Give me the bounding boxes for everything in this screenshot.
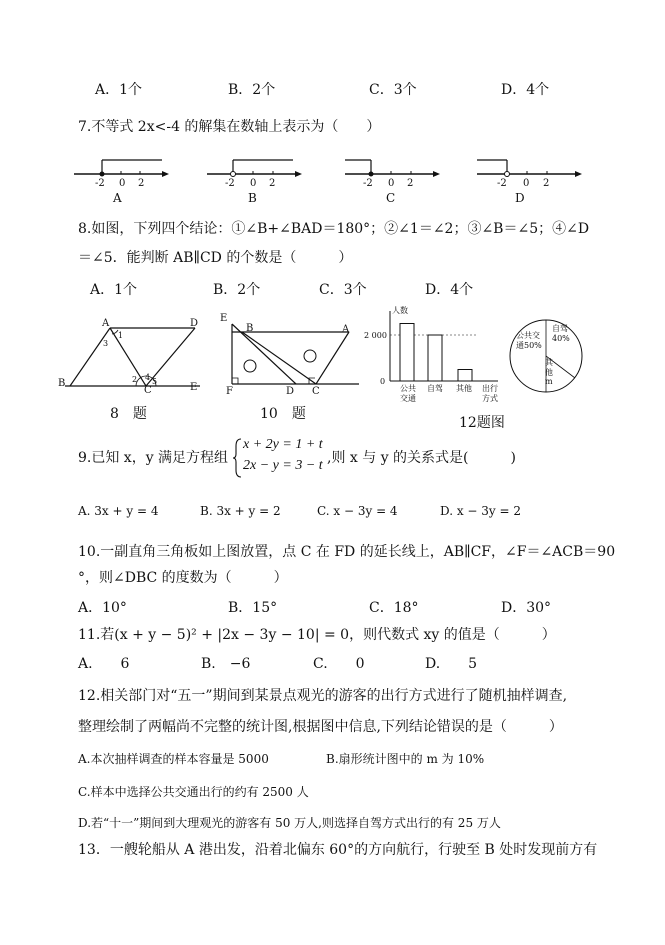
q6-option-c: C．3个 xyxy=(369,82,417,98)
fig10-point-e: E xyxy=(220,313,228,324)
q9-equation-1: x + 2y = 1 + t xyxy=(243,437,323,452)
q13-line1: 13．一艘轮船从 A 港出发，沿着北偏东 60°的方向航行，行驶至 B 处时发现前方有 xyxy=(78,842,598,858)
q7-stem: 7.不等式 2x<-4 的解集在数轴上表示为（ ） xyxy=(78,119,381,135)
bar-category-drive: 自驾 xyxy=(427,384,443,393)
bar-transit xyxy=(400,324,414,382)
q11-option-c: C. 0 xyxy=(313,656,365,672)
fig8-point-c: C xyxy=(144,385,152,396)
bar-x-axis-label: 出行 方式 xyxy=(482,384,498,403)
q9-system-brace xyxy=(233,438,243,478)
q7-number-line-d xyxy=(475,150,585,190)
q10-option-b: B．15° xyxy=(228,600,278,616)
q7-label-c: C xyxy=(386,191,396,205)
q12-line1: 12.相关部门对“五一”期间到某景点观光的游客的出行方式进行了随机抽样调查, xyxy=(78,688,568,704)
fig10-point-f: F xyxy=(226,386,233,397)
q7-b-tick-1: -2 xyxy=(225,178,235,189)
q7-d-tick-2: 0 xyxy=(523,178,530,189)
fig10-point-a: A xyxy=(342,324,350,335)
fig10-point-c: C xyxy=(312,386,320,397)
q10-option-a: A．10° xyxy=(78,600,127,616)
q12-option-d: D.若“十一”期间到大理观光的游客有 50 万人,则选择自驾方式出行的有 25 万人 xyxy=(78,816,501,830)
fig10-point-b: B xyxy=(246,323,254,334)
fig12-caption: 12题图 xyxy=(459,415,505,431)
q7-label-b: B xyxy=(248,191,257,205)
bar-origin: 0 xyxy=(380,377,386,386)
fig8-angle-5: 5 xyxy=(152,377,158,386)
q8-option-b: B．2个 xyxy=(213,282,261,298)
fig8-caption: 8 题 xyxy=(110,406,147,422)
q8-line1: 8.如图，下列四个结论：①∠B+∠BAD＝180°；②∠1＝∠2；③∠B＝∠5；④∠D xyxy=(78,221,590,237)
q11-option-b: B. −6 xyxy=(201,656,251,672)
q12-option-c: C.样本中选择公共交通出行的约有 2500 人 xyxy=(78,785,309,799)
fig8-point-a: A xyxy=(102,318,110,329)
pie-label-transit: 公共交通50% xyxy=(516,331,542,350)
q7-d-tick-1: -2 xyxy=(497,178,507,189)
q7-b-tick-2: 0 xyxy=(250,178,257,189)
q8-line2: ＝∠5．能判断 AB∥CD 的个数是（ ） xyxy=(78,250,353,266)
q11-stem: 11.若(x + y − 5)² + |2x − 3y − 10| = 0，则代数式 xy 的值是（ ） xyxy=(78,627,556,643)
q7-b-tick-3: 2 xyxy=(269,178,276,189)
q12-option-b: B.扇形统计图中的 m 为 10% xyxy=(326,752,485,766)
q10-line2: °，则∠DBC 的度数为（ ） xyxy=(78,570,288,586)
q7-a-tick-2: 0 xyxy=(119,178,126,189)
fig8-point-b: B xyxy=(58,378,66,389)
fig10-caption: 10 题 xyxy=(260,406,306,422)
q7-a-tick-3: 2 xyxy=(138,178,145,189)
q7-c-tick-1: -2 xyxy=(363,178,373,189)
q9-option-d: D. x − 3y = 2 xyxy=(440,504,522,518)
q6-option-a: A．1个 xyxy=(95,82,143,98)
q7-c-tick-2: 0 xyxy=(388,178,395,189)
q9-prefix: 9.已知 x，y 满足方程组 xyxy=(78,450,229,466)
fig8-angle-2: 2 xyxy=(132,375,138,384)
q8-option-a: A．1个 xyxy=(90,282,138,298)
bar-y-label: 人数 xyxy=(392,306,408,315)
q10-line1: 10.一副直角三角板如上图放置，点 C 在 FD 的延长线上，AB∥CF，∠F＝∠ACB＝90 xyxy=(78,544,616,560)
fig8-angle-3: 3 xyxy=(103,339,109,348)
fig8-point-e: E xyxy=(190,382,198,393)
q8-option-c: C．3个 xyxy=(319,282,367,298)
q8-option-d: D．4个 xyxy=(425,282,474,298)
q9-option-b: B. 3x + y = 2 xyxy=(200,504,281,518)
q7-c-tick-3: 2 xyxy=(407,178,414,189)
q12-line2: 整理绘制了两幅尚不完整的统计图,根据图中信息,下列结论错误的是（ ） xyxy=(78,719,563,735)
fig8-angle-1: 1 xyxy=(118,331,124,340)
q7-a-tick-1: -2 xyxy=(95,178,105,189)
q7-label-d: D xyxy=(515,191,525,205)
fig10-point-d: D xyxy=(286,386,295,397)
fig8-angle-4: 4 xyxy=(145,373,151,382)
q11-option-d: D. 5 xyxy=(425,656,478,672)
q9-option-c: C. x − 3y = 4 xyxy=(317,504,398,518)
q11-option-a: A. 6 xyxy=(78,656,130,672)
bar-drive xyxy=(428,335,442,381)
bar-category-other: 其他 xyxy=(456,384,472,393)
q10-option-d: D．30° xyxy=(501,600,552,616)
pie-label-other: 其他m xyxy=(545,358,553,387)
bar-category-transit: 公共 交通 xyxy=(400,384,416,403)
pie-label-drive: 自驾40% xyxy=(552,324,570,343)
q7-d-tick-3: 2 xyxy=(543,178,550,189)
q9-suffix: ,则 x 与 y 的关系式是( ) xyxy=(327,450,516,466)
fig8-point-d: D xyxy=(190,318,199,329)
q6-option-d: D．4个 xyxy=(501,82,550,98)
q6-option-b: B．2个 xyxy=(228,82,276,98)
q10-option-c: C．18° xyxy=(369,600,419,616)
q7-label-a: A xyxy=(113,191,122,205)
bar-other xyxy=(458,370,472,382)
q12-option-a: A.本次抽样调查的样本容量是 5000 xyxy=(78,752,269,766)
q9-option-a: A. 3x + y = 4 xyxy=(78,504,159,518)
q9-equation-2: 2x − y = 3 − t xyxy=(243,458,323,473)
bar-y-tick: 2 000 xyxy=(364,331,387,340)
